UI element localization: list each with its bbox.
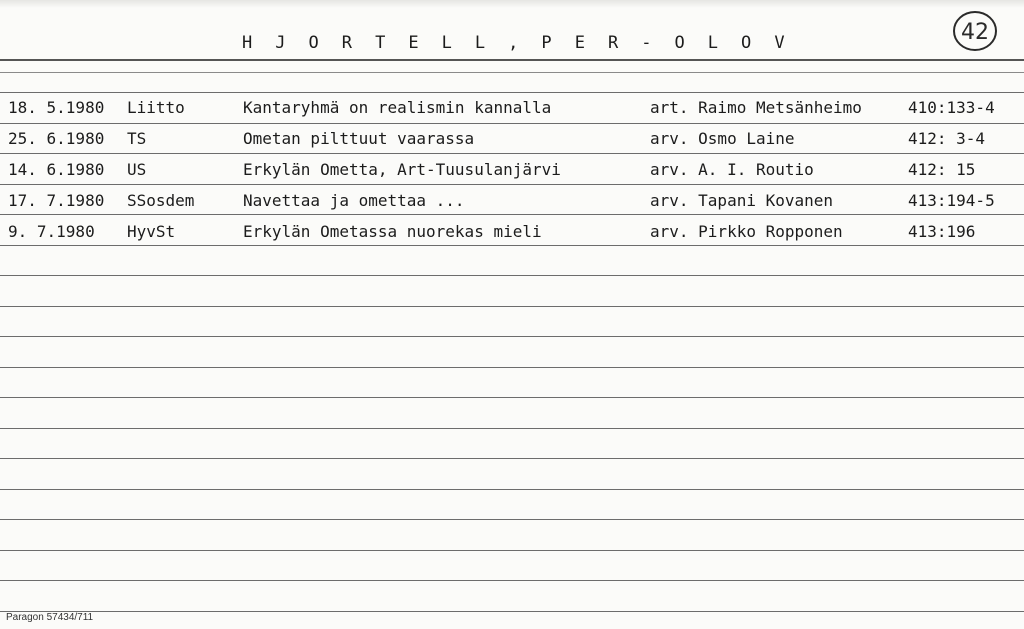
entry-date: 9. 7.1980 (8, 222, 95, 241)
card-heading-name: H J O R T E L L , P E R - O L O V (242, 33, 791, 53)
ruled-line (0, 428, 1024, 429)
card-number: 42 (961, 20, 989, 45)
entry-author: arv. A. I. Routio (650, 160, 814, 179)
ruled-line (0, 458, 1024, 459)
entry-title: Kantaryhmä on realismin kannalla (243, 98, 552, 117)
entry-author: art. Raimo Metsänheimo (650, 98, 862, 117)
entry-row (0, 185, 1024, 216)
entry-publication: SSosdem (127, 191, 195, 210)
entry-title: Erkylän Ometta, Art-Tuusulanjärvi (243, 160, 561, 179)
ruled-line (0, 306, 1024, 307)
entry-row (0, 123, 1024, 154)
entry-title: Navettaa ja omettaa ... (243, 191, 465, 210)
entry-date: 14. 6.1980 (8, 160, 105, 179)
entry-publication: HyvSt (127, 222, 176, 241)
header-rule-secondary (0, 72, 1024, 73)
entry-reference: 413:194-5 (908, 191, 995, 210)
entry-reference: 410:133-4 (908, 98, 995, 117)
entry-row (0, 154, 1024, 185)
card-footer-print: Paragon 57434/711 (6, 612, 94, 623)
ruled-line (0, 550, 1024, 551)
entry-row (0, 92, 1024, 123)
entry-date: 18. 5.1980 (8, 98, 105, 117)
ruled-line (0, 275, 1024, 276)
entry-reference: 412: 15 (908, 160, 976, 179)
entry-publication: Liitto (127, 98, 185, 117)
ruled-line (0, 611, 1024, 612)
ruled-line (0, 489, 1024, 490)
ruled-line (0, 397, 1024, 398)
header-rule (0, 59, 1024, 61)
card-top-edge (0, 0, 1024, 8)
ruled-line (0, 336, 1024, 337)
entry-reference: 413:196 (908, 222, 976, 241)
ruled-line (0, 367, 1024, 368)
ruled-line (0, 519, 1024, 520)
ruled-line (0, 580, 1024, 581)
entry-title: Erkylän Ometassa nuorekas mieli (243, 222, 542, 241)
card-number-stamp (950, 5, 1000, 55)
entry-publication: TS (127, 129, 147, 148)
entry-author: arv. Pirkko Ropponen (650, 222, 843, 241)
entry-publication: US (127, 160, 147, 179)
entry-row (0, 216, 1024, 247)
entry-date: 25. 6.1980 (8, 129, 105, 148)
entry-author: arv. Tapani Kovanen (650, 191, 834, 210)
entry-reference: 412: 3-4 (908, 129, 986, 148)
entry-title: Ometan pilttuut vaarassa (243, 129, 475, 148)
entry-list (0, 92, 1024, 247)
entry-date: 17. 7.1980 (8, 191, 105, 210)
entry-author: arv. Osmo Laine (650, 129, 795, 148)
